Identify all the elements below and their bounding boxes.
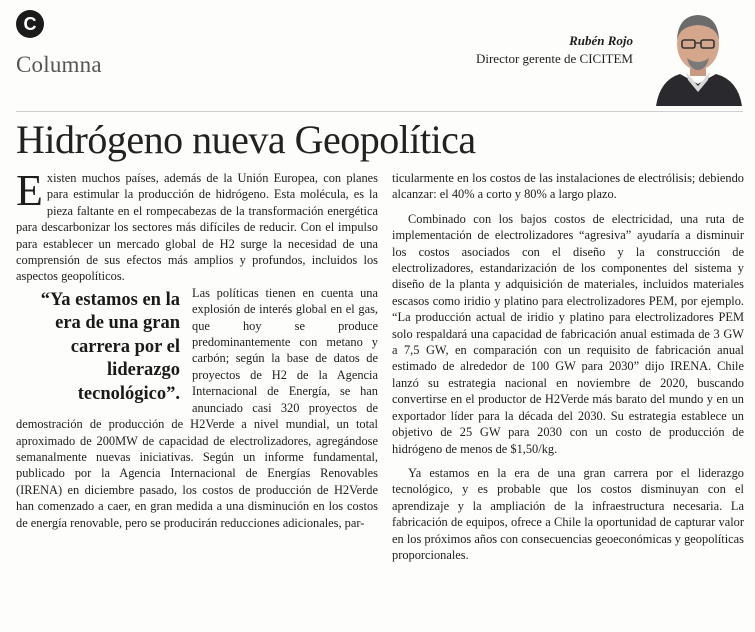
left-column	[16, 166, 378, 531]
paragraph-1-text: xisten muchos países, además de la Unión Europea, con planes para estimular la producción de hidrógeno. Esta molécula, es la pieza faltante en el rompecabezas de la transformación energética para descarbonizar los sectores más difíciles de reducir. Con el impulso para establecer un mercado global de H2 surge la necesidad de una comprensión de sus efectos más amplios y profundos, incluidos los aspectos geopolíticos.	[16, 171, 378, 284]
author-role: Director gerente de CICITEM	[475, 51, 633, 66]
pull-quote: “Ya estamos en la era de una gran carrera por el liderazgo tecnológico”.	[40, 289, 180, 404]
paragraph-3: Combinado con los bajos costos de electricidad, una ruta de implementación de electrolizadores “agresiva” ayudaría a disminuir los costos asociados con el diseño y la construcción de electrolizadores, estandarización de los componentes del sistema y diseño de la planta y adquisición de materiales, incluidos materiales escasos como iridio y platino para electrolizadores PEM, por ejemplo. “La producción actual de iridio y platino para electrolizadores PEM solo respaldará una capacidad de fabricación anual estimada de 3 GW a 7,5 GW, en comparación con un requisito de fabricación anual estimado de alrededor de 100 GW para 2030” dijo IRENA. Chile lanzó su estrategia nacional en noviembre de 2020, buscando convertirse en el productor de H2Verde más barato del mundo y en un exportador líder para la década del 2030. Su estrategia establece un objetivo de 25 GW para 2030 con un costo de producción de hidrógeno de menos de $1,50/kg.	[392, 211, 744, 456]
header-divider	[16, 111, 743, 112]
paragraph-2: Las políticas tienen en cuenta una explosión de interés global en el gas, que hoy se produce predominantemente con metano y carbón; según la base de datos de proyectos de H2 de la Agencia Internacional de Energía, se han anunciado casi 320 proyectos de demostración de producción de H2Verde a nivel mundial, un total aproximado de 200MW de capacidad de electrolizadores, agregándose semanalmente nuevas iniciativas. Según un informe fundamental, publicado por la Agencia Internacional de Energías Renovables (IRENA) en diciembre pasado, los costos de producción de H2Verde han comenzado a caer, en gran medida a una disminución en los costos de energía renovable, pero se producirán reducciones adicionales, par-	[16, 285, 378, 530]
column-badge: C	[16, 10, 44, 38]
paragraph-2-continued: ticularmente en los costos de las instalaciones de electrólisis; debiendo alcanzar: el 40% a corto y 80% a largo plazo.	[392, 171, 744, 202]
section-label: Columna	[16, 52, 102, 77]
article-title: Hidrógeno nueva Geopolítica	[16, 117, 476, 162]
author-portrait-icon	[652, 6, 744, 106]
author-name: Rubén Rojo	[569, 33, 633, 48]
paragraph-4: Ya estamos en la era de una gran carrera por el liderazgo tecnológico, y es probable que los costos disminuyan con el aprendizaje y la ampliación de la infraestructura necesaria. La fabricación de equipos, ofrece a Chile la oportunidad de capturar valor en los próximos años con consecuencias geoeconómicas y geopolíticas proporcionales.	[392, 465, 744, 562]
paragraph-1	[16, 166, 378, 285]
right-column	[392, 170, 744, 563]
author-avatar	[652, 6, 744, 106]
dropcap: E	[16, 166, 43, 215]
